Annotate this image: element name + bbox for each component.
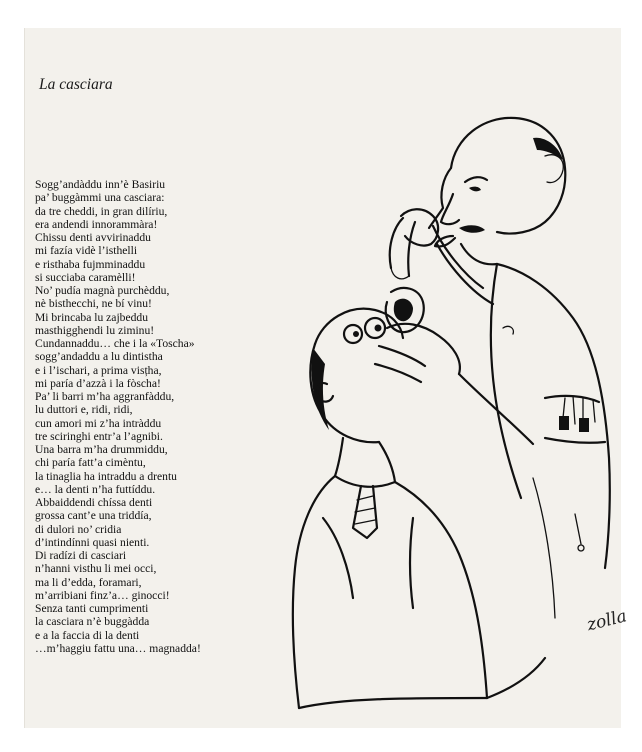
poem-line: No’ pudía magnà purchèddu,: [35, 284, 170, 297]
poem-line: la tinaglia ha intraddu a drentu: [35, 469, 177, 483]
poem-line: Chissu denti avvirinaddu: [35, 231, 151, 244]
poem-line: chi paría fatt’a cimèntu,: [35, 456, 146, 470]
poem-line: si succiaba caramèlli!: [35, 270, 136, 284]
poem-line: cun amori mi z’ha intràddu: [35, 416, 162, 430]
book-page: [24, 28, 629, 728]
poem-line: d’intindínni quasi nienti.: [35, 535, 150, 549]
poem-line: mi fazía vidè l’isthelli: [35, 244, 138, 258]
poem-title: La casciara: [39, 76, 113, 93]
poem-line: Sogg’andàddu inn’è Basiriu: [35, 178, 166, 191]
poem-line: …m’haggiu fattu una… magnadda!: [35, 641, 201, 655]
poem-line: da tre cheddi, in gran dilíriu,: [35, 204, 168, 218]
dentist-illustration: [283, 98, 619, 726]
poem-line: n’hanni visthu li mei occi,: [35, 562, 157, 576]
poem-line: la casciara n’è buggàdda: [35, 615, 150, 629]
poem-line: masthigghendi lu ziminu!: [35, 323, 155, 337]
poem-line: Pa’ li barri m’ha aggranfàddu,: [35, 390, 175, 403]
poem-line: e risthaba fujmminaddu: [35, 257, 146, 271]
poem-line: e i l’ischari, a prima visțha,: [35, 363, 162, 377]
poem-line: Di radízi di casciari: [35, 549, 127, 562]
poem-line: mi paría d’azzà i la fòscha!: [35, 376, 161, 390]
poem-line: grossa cant’e una triddía,: [35, 509, 152, 523]
poem-line: e… la denti n’ha futtíddu.: [35, 482, 156, 496]
poem-line: m’arribiani finz’a… ginocci!: [35, 588, 170, 602]
poem-line: lu duttori e, ridi, ridi,: [35, 403, 133, 417]
poem-line: Mi brincaba lu zajbeddu: [35, 310, 148, 324]
poem-line: ma li d’edda, foramari,: [35, 575, 142, 589]
poem-line: nè bisthecchi, ne bí vinu!: [35, 297, 152, 311]
poem-line: era andendi innorammàra!: [35, 217, 158, 231]
poem-line: tre sciringhi entr’a l’agnibi.: [35, 429, 163, 443]
poem-line: Abbaiddendi chíssa denti: [35, 496, 153, 509]
artist-signature: zolla: [585, 606, 629, 636]
poem-line: Cundannaddu… che i la «Toscha»: [35, 337, 195, 350]
poem-text: [35, 178, 285, 655]
poem-line: e a la faccia di la denti: [35, 628, 140, 642]
poem-line: di dulori no’ cridia: [35, 522, 122, 536]
poem-line: pa’ buggàmmi una casciara:: [35, 191, 165, 205]
poem-line: Una barra m’ha drummiddu,: [35, 443, 168, 456]
poem-line: Senza tanti cumprimenti: [35, 602, 149, 615]
poem-line: sogg’andaddu a lu dintistha: [35, 350, 163, 364]
